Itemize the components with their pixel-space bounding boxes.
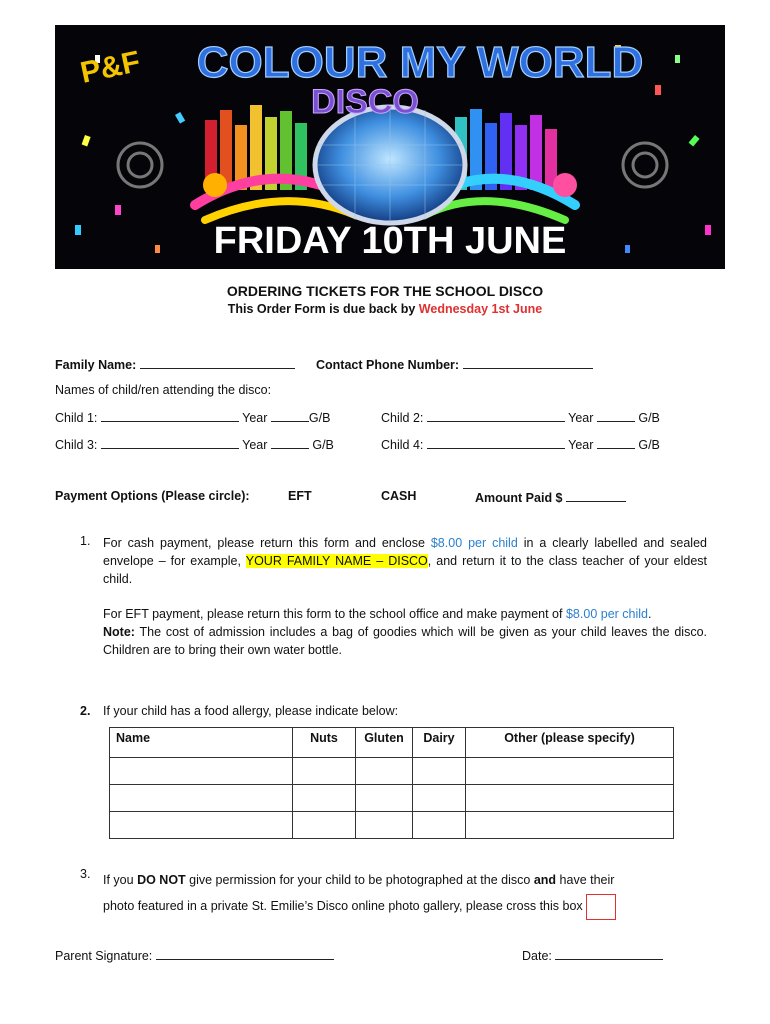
gender-label: G/B (312, 438, 334, 452)
cash-text-c: , and return it to the class teacher of your eldest child. (103, 554, 708, 586)
child-row (381, 409, 660, 425)
amount-paid-row (475, 489, 626, 505)
column-header: Nuts (293, 728, 356, 758)
envelope-label-example: YOUR FAMILY NAME – DISCO (245, 554, 428, 568)
date-field[interactable] (555, 947, 663, 960)
gender-label: G/B (638, 438, 660, 452)
item-number: 1. (80, 534, 91, 548)
photo-text-c: have their (559, 873, 615, 887)
eft-instructions (103, 605, 707, 659)
banner-headline: COLOUR MY WORLD (196, 38, 644, 87)
child-row (55, 436, 334, 452)
phone-label: Contact Phone Number: (316, 358, 460, 372)
amount-paid-field[interactable] (566, 489, 626, 502)
cash-instructions (103, 534, 707, 588)
allergy-nuts-cell[interactable] (293, 785, 356, 812)
allergy-dairy-cell[interactable] (413, 785, 466, 812)
due-prefix: This Order Form is due back by (227, 302, 416, 316)
child-4-year-field[interactable] (597, 436, 635, 449)
child-label: Child 3: (55, 438, 98, 452)
allergy-name-cell[interactable] (110, 785, 293, 812)
allergy-prompt: If your child has a food allergy, please indicate below: (103, 704, 399, 718)
allergy-gluten-cell[interactable] (356, 785, 413, 812)
column-header: Dairy (413, 728, 466, 758)
due-line (0, 302, 770, 316)
family-name-field[interactable] (140, 356, 295, 369)
note-label: Note: (103, 625, 135, 639)
cash-text-b: in a clearly labelled and sealed envelope – for example, (103, 536, 707, 568)
family-name-row (55, 356, 295, 372)
pf-logo: P&F (77, 45, 144, 90)
eft-price: $8.00 per child (565, 607, 648, 621)
form-title: ORDERING TICKETS FOR THE SCHOOL DISCO (226, 283, 544, 299)
table-header-row (110, 728, 674, 758)
year-label: Year (568, 411, 594, 425)
signature-field[interactable] (156, 947, 334, 960)
phone-field[interactable] (463, 356, 593, 369)
gender-label: G/B (638, 411, 660, 425)
child-2-name-field[interactable] (427, 409, 565, 422)
allergy-table (109, 727, 674, 839)
eft-text: For EFT payment, please return this form to the school office and make payment of (103, 607, 563, 621)
do-not-emphasis: DO NOT (137, 873, 186, 887)
children-label: Names of child/ren attending the disco: (55, 383, 272, 397)
photo-text-b: give permission for your child to be photographed at the disco (189, 873, 531, 887)
payment-cash-option[interactable]: CASH (381, 489, 417, 503)
child-3-name-field[interactable] (101, 436, 239, 449)
cash-text: For cash payment, please return this form and enclose (103, 536, 425, 550)
payment-eft-option[interactable]: EFT (288, 489, 312, 503)
photo-opt-out-checkbox[interactable] (586, 894, 616, 920)
child-3-year-field[interactable] (271, 436, 309, 449)
and-emphasis: and (533, 873, 557, 887)
column-header: Other (please specify) (466, 728, 674, 758)
allergy-name-cell[interactable] (110, 812, 293, 839)
banner-artwork (55, 25, 725, 269)
signature-label: Parent Signature: (55, 949, 153, 963)
year-label: Year (242, 438, 268, 452)
photo-permission (103, 867, 707, 920)
item-number: 2. (80, 704, 91, 718)
child-1-year-field[interactable] (271, 409, 309, 422)
allergy-name-cell[interactable] (110, 758, 293, 785)
child-4-name-field[interactable] (427, 436, 565, 449)
signature-row (55, 947, 334, 963)
date-row (522, 947, 663, 963)
payment-label: Payment Options (Please circle): (55, 489, 250, 503)
allergy-dairy-cell[interactable] (413, 758, 466, 785)
column-header: Name (110, 728, 293, 758)
note-text: The cost of admission includes a bag of goodies which will be given as your child leaves the disco. Children are to bring their own water bottle. (103, 625, 707, 657)
cash-price: $8.00 per child (430, 536, 518, 550)
child-label: Child 2: (381, 411, 424, 425)
column-header: Gluten (356, 728, 413, 758)
banner-subheadline: DISCO (311, 83, 419, 121)
allergy-gluten-cell[interactable] (356, 758, 413, 785)
table-row (110, 812, 674, 839)
allergy-gluten-cell[interactable] (356, 812, 413, 839)
allergy-other-cell[interactable] (466, 758, 674, 785)
year-label: Year (242, 411, 268, 425)
allergy-nuts-cell[interactable] (293, 758, 356, 785)
banner-date: FRIDAY 10TH JUNE (213, 220, 567, 262)
child-1-name-field[interactable] (101, 409, 239, 422)
child-2-year-field[interactable] (597, 409, 635, 422)
phone-row (316, 356, 593, 372)
allergy-other-cell[interactable] (466, 785, 674, 812)
amount-paid-label: Amount Paid $ (475, 491, 563, 505)
table-row (110, 758, 674, 785)
disco-banner (55, 25, 725, 269)
gender-label: G/B (308, 411, 331, 425)
item-number: 3. (80, 867, 91, 881)
child-label: Child 1: (55, 411, 98, 425)
year-label: Year (568, 438, 594, 452)
allergy-other-cell[interactable] (466, 812, 674, 839)
table-row (110, 785, 674, 812)
photo-text-line2: photo featured in a private St. Emilie’s Disco online photo gallery, please cross this box (103, 899, 583, 913)
child-row (381, 436, 660, 452)
allergy-nuts-cell[interactable] (293, 812, 356, 839)
child-row (55, 409, 330, 425)
due-date: Wednesday 1st June (418, 302, 543, 316)
child-label: Child 4: (381, 438, 424, 452)
date-label: Date: (522, 949, 552, 963)
allergy-dairy-cell[interactable] (413, 812, 466, 839)
family-name-label: Family Name: (55, 358, 137, 372)
eft-period: . (648, 607, 652, 621)
photo-text-a: If you (103, 873, 134, 887)
